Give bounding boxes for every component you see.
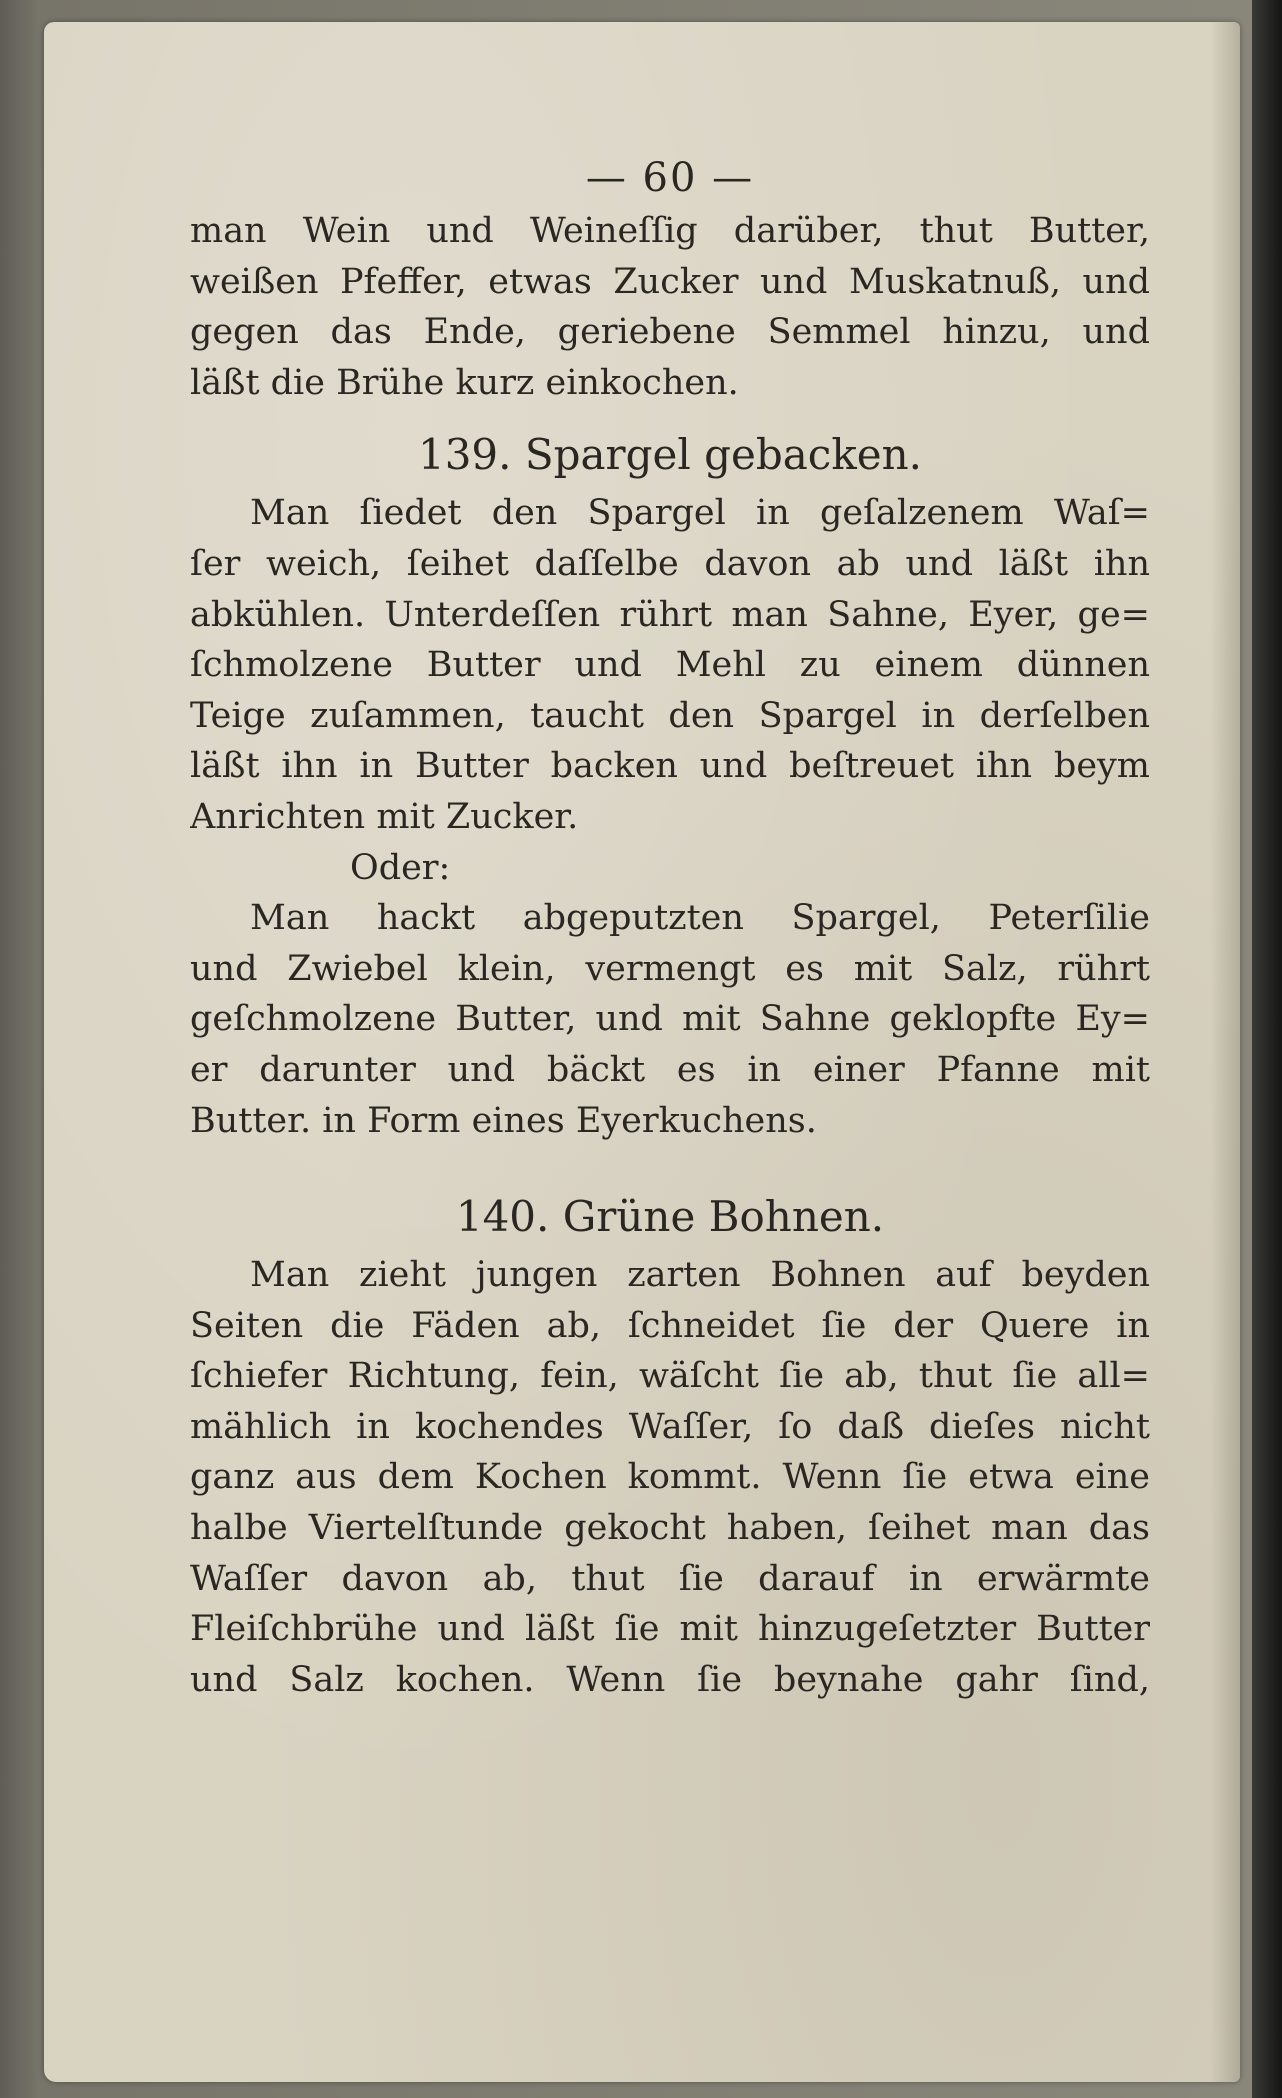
text-line: halbe Viertelſtunde gekocht haben, ſeihet man das [190, 1508, 1150, 1549]
text-line: ganz aus dem Kochen kommt. Wenn ſie etwa eine [190, 1457, 1150, 1498]
text-line: er darunter und bäckt es in einer Pfanne mit [190, 1049, 1150, 1090]
text-line: läßt ihn in Butter backen und beſtreuet ihn beym [190, 746, 1150, 787]
recipe-heading-139: 139. Spargel gebacken. [417, 430, 923, 480]
text-line: man Wein und Weineſſig darüber, thut Butter, [190, 211, 1150, 251]
intro-paragraph [190, 206, 1150, 408]
text-line: weißen Pfeffer, etwas Zucker und Muskatnuß, und [190, 261, 1150, 302]
text-line: Man zieht jungen zarten Bohnen auf beyden [250, 1255, 1150, 1296]
recipe-139-alt-paragraph [190, 893, 1150, 1146]
text-line: Seiten die Fäden ab, ſchneidet ſie der Quere in [190, 1305, 1150, 1346]
text-line: mählich in kochendes Waſſer, ſo daß dieſes nicht [190, 1406, 1150, 1447]
text-line: Fleiſchbrühe und läßt ſie mit hinzugeſetzter Butter [190, 1609, 1150, 1650]
text-line: Teige zuſammen, taucht den Spargel in derſelben [190, 695, 1150, 736]
text-line: Waſſer davon ab, thut ſie darauf in erwärmte [190, 1558, 1150, 1599]
page-content [190, 150, 1150, 1705]
text-line: gegen das Ende, geriebene Semmel hinzu, und [190, 312, 1150, 353]
recipe-139-paragraph [190, 488, 1150, 842]
recipe-140-paragraph [190, 1250, 1150, 1705]
page-shadow [1210, 22, 1240, 2082]
text-line: Butter. in Form eines Eyerkuchens. [190, 1100, 817, 1141]
text-line: läßt die Brühe kurz einkochen. [190, 362, 739, 403]
text-line: ſer weich, ſeihet daſſelbe davon ab und läßt ihn [190, 543, 1150, 584]
text-line: und Zwiebel klein, vermengt es mit Salz, rührt [190, 948, 1150, 989]
text-line: ſchmolzene Butter und Mehl zu einem dünnen [190, 645, 1150, 686]
book-edge [1252, 0, 1282, 2098]
section-gap [190, 1146, 1150, 1170]
text-line: Man ſiedet den Spargel in geſalzenem Waſ= [250, 493, 1150, 534]
page-number: — 60 — [585, 155, 755, 201]
text-line: geſchmolzene Butter, und mit Sahne geklopfte Ey= [190, 999, 1150, 1040]
text-line: abkühlen. Unterdeſſen rührt man Sahne, Eyer, ge= [190, 594, 1150, 635]
recipe-heading-140: 140. Grüne Bohnen. [455, 1192, 885, 1242]
oder-label: Oder: [350, 847, 451, 888]
text-line: und Salz kochen. Wenn ſie beynahe gahr ſind, [190, 1659, 1150, 1700]
text-line: Anrichten mit Zucker. [190, 796, 579, 837]
text-line: ſchiefer Richtung, fein, wäſcht ſie ab, thut ſie all= [190, 1356, 1150, 1397]
text-line: Man hackt abgeputzten Spargel, Peterſilie [250, 898, 1150, 939]
